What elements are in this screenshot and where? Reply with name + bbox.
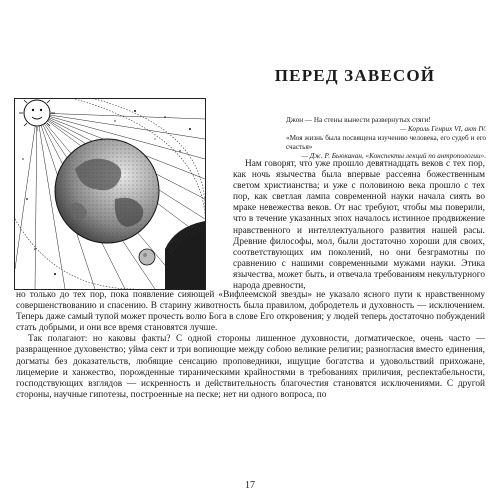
epigraph-1-source: — Король Генрих VI, акт IV. — [399, 124, 486, 133]
engraving-svg — [15, 99, 205, 289]
chapter-title: ПЕРЕД ЗАВЕСОЙ — [274, 66, 436, 85]
cosmic-engraving-illustration — [14, 98, 206, 290]
body-text-lower — [16, 290, 485, 401]
page-number: 17 — [245, 480, 255, 491]
epigraph-1-quote: Джон — На стены вынести развернутых стяги! — [286, 116, 431, 124]
moon — [139, 249, 155, 265]
paragraph-1-end: но только до тех пор, пока появление сияющей «Вифлеемской звезды» не указало ясного пути к нравственному совершенствованию и спасению. В старину животность была правилом, добродетель и духовность — исключением. Теперь даже самый тупой может прочесть волю Бога в слове Его откровения; у людей теперь достаточно побуждений стать добрыми, и они все время становятся лучше. — [16, 290, 485, 334]
paragraph-1-start: Нам говорят, что уже прошло девятнадцать веков с тех пор, как ночь язычества была впервые рассеяна божественным светом христианства; и уже с половиною века прошло с тех пор, как светлая лампа современной науки начала сиять во мраке невежества веков. От нас требуют, чтобы мы поверили, что в течение указанных эпох началось истинное продвижение нравственного и интеллектуального развития нашей расы. Древние философы, мол, были достаточно хороши для своих, соответствующих им поколений, но они безграмотны по сравнению с нашими современными мужами науки. Этика язычества, может быть, и отвечала требованиям некультурного народа древности, — [233, 159, 485, 292]
epigraph-1 — [286, 116, 486, 134]
sun-face — [19, 99, 55, 131]
epigraph-2-quote: «Моя жизнь была посвящена изучению человека, его судеб и его счастья» — [286, 134, 486, 151]
earth-globe — [55, 139, 159, 243]
epigraph-2-source: — Дж. Р. Бьюканан, «Конспекты лекций по антропологии». — [301, 151, 486, 160]
body-text-upper — [233, 159, 485, 292]
paragraph-2: Так полагают: но каковы факты? С одной стороны лишенное духовности, догматическое, очень часто — развращенное духовенство; уйма сект и три вопиющие между собою великие религии; разногласия вместо единения, догматы без доказательств, любящие сенсацию проповедники, ищущие богатства и удовольствий прихожане, лицемерие и ханжество, порожденные тираническими крайностями в требованиях приличия, респектабельности, господствующих взглядов — искренность и действительность благочестия становятся исключениями. С другой стороны, научные гипотезы, построенные на песке; нет ни одного вопроса, по — [16, 334, 485, 400]
epigraph-2 — [286, 134, 486, 160]
